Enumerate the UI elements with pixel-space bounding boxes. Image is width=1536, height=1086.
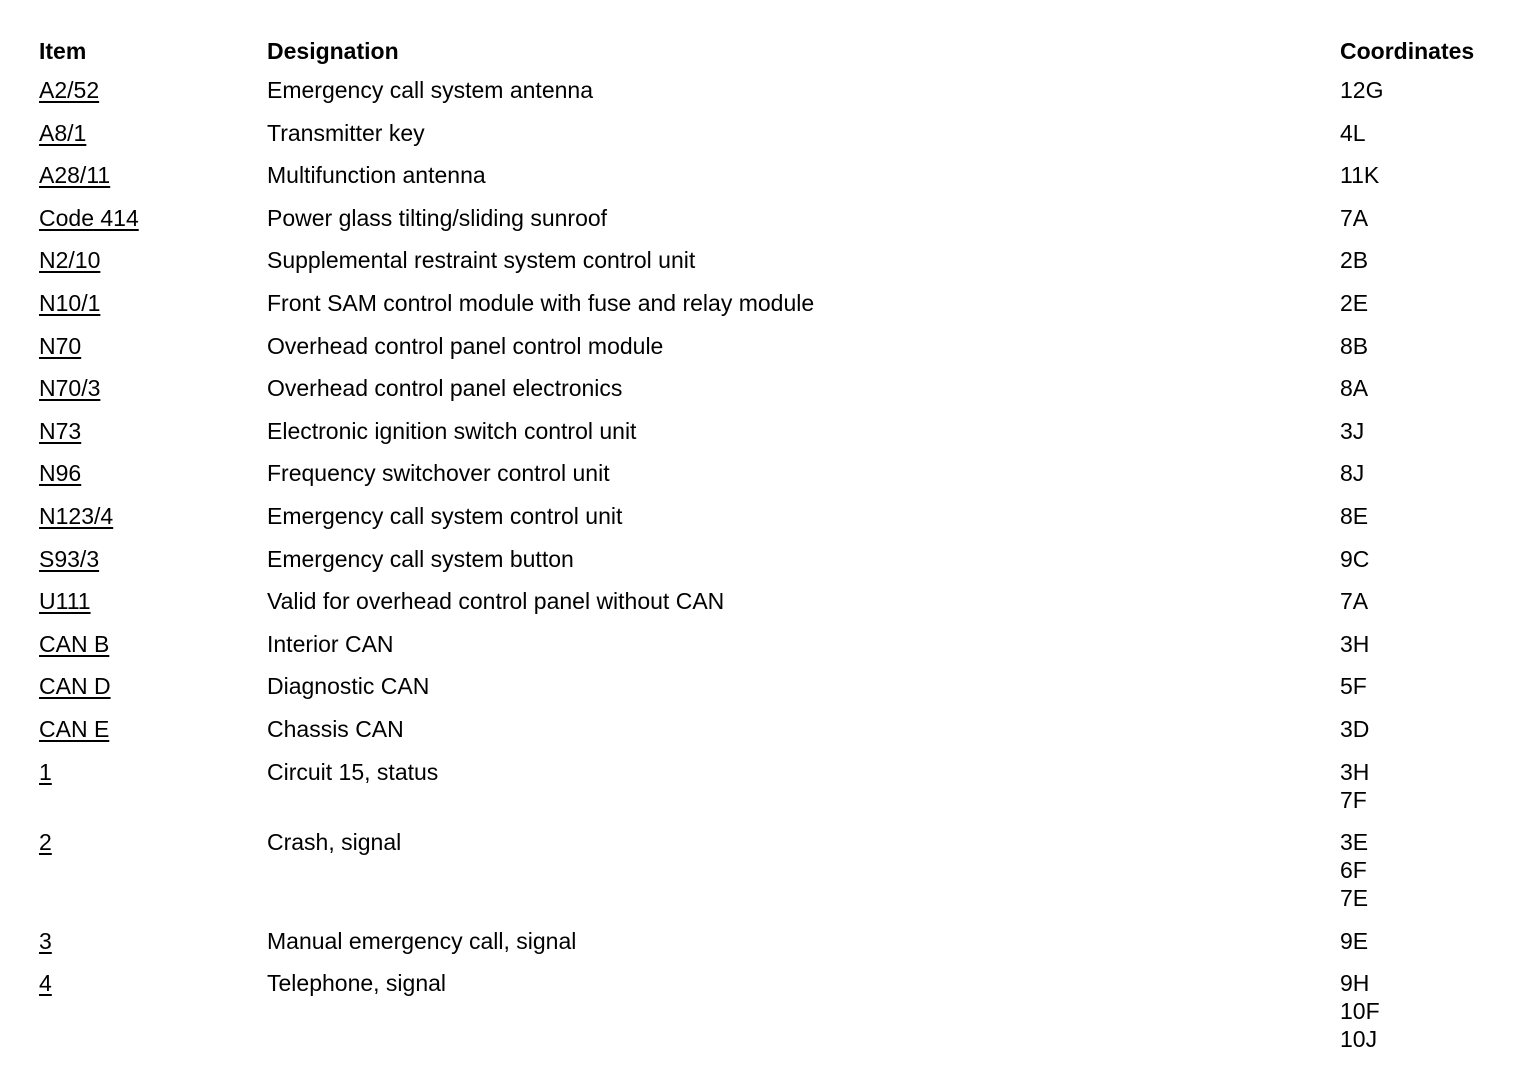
coordinate-value: 9C — [1340, 545, 1370, 572]
coordinates-cell — [1340, 969, 1509, 1053]
coordinate-value: 3H — [1340, 630, 1370, 657]
item-cell — [39, 587, 267, 615]
item-link[interactable]: N73 — [39, 417, 82, 444]
item-link[interactable]: A8/1 — [39, 119, 87, 146]
coordinates-cell — [1340, 715, 1509, 743]
designation-cell: Chassis CAN — [267, 715, 404, 742]
designation-cell: Transmitter key — [267, 119, 425, 146]
coordinate-value: 3H — [1340, 758, 1370, 785]
coordinate-value: 2E — [1340, 289, 1369, 316]
table-row — [39, 587, 1509, 630]
item-cell — [39, 76, 267, 104]
item-link[interactable]: N70 — [39, 332, 82, 359]
legend-table — [39, 34, 1509, 1068]
coordinates-cell — [1340, 672, 1509, 700]
coordinates-cell — [1340, 502, 1509, 530]
header-designation: Designation — [267, 37, 399, 64]
table-row — [39, 417, 1509, 460]
coordinate-value: 8E — [1340, 502, 1369, 529]
designation-cell: Interior CAN — [267, 630, 394, 657]
table-row — [39, 502, 1509, 545]
coordinates-cell — [1340, 758, 1509, 814]
designation-cell: Overhead control panel control module — [267, 332, 664, 359]
item-link[interactable]: 2 — [39, 829, 52, 856]
designation-cell: Emergency call system control unit — [267, 502, 623, 529]
item-cell — [39, 927, 267, 955]
item-cell — [39, 417, 267, 445]
item-link[interactable]: S93/3 — [39, 545, 100, 572]
coordinate-value: 4L — [1340, 119, 1366, 146]
table-row — [39, 374, 1509, 417]
designation-cell: Valid for overhead control panel without CAN — [267, 588, 725, 615]
table-row — [39, 545, 1509, 588]
coordinate-value: 8J — [1340, 460, 1365, 487]
coordinates-cell — [1340, 119, 1509, 147]
designation-cell: Supplemental restraint system control unit — [267, 247, 696, 274]
table-row — [39, 672, 1509, 715]
coordinate-value: 8A — [1340, 375, 1369, 402]
coordinate-value: 8B — [1340, 332, 1369, 359]
coordinates-cell — [1340, 204, 1509, 232]
table-row — [39, 828, 1509, 927]
designation-cell: Power glass tilting/sliding sunroof — [267, 204, 608, 231]
item-cell — [39, 459, 267, 487]
item-link[interactable]: CAN E — [39, 715, 110, 742]
header-coordinates: Coordinates — [1340, 37, 1475, 64]
designation-cell: Crash, signal — [267, 829, 402, 856]
coordinate-value: 10F — [1340, 998, 1380, 1025]
coordinates-cell — [1340, 927, 1509, 955]
coordinates-cell — [1340, 545, 1509, 573]
coordinates-cell — [1340, 332, 1509, 360]
coordinate-value: 7A — [1340, 204, 1369, 231]
item-cell — [39, 502, 267, 530]
designation-cell: Electronic ignition switch control unit — [267, 417, 637, 444]
item-cell — [39, 204, 267, 232]
item-link[interactable]: CAN B — [39, 630, 110, 657]
designation-cell: Emergency call system button — [267, 545, 574, 572]
item-cell — [39, 332, 267, 360]
coordinates-cell — [1340, 587, 1509, 615]
item-link[interactable]: N96 — [39, 460, 82, 487]
coordinate-value: 3J — [1340, 417, 1365, 444]
designation-cell: Manual emergency call, signal — [267, 927, 577, 954]
item-link[interactable]: 3 — [39, 927, 52, 954]
coordinates-cell — [1340, 417, 1509, 445]
table-row — [39, 289, 1509, 332]
item-cell — [39, 161, 267, 189]
item-link[interactable]: Code 414 — [39, 204, 139, 231]
table-row — [39, 969, 1509, 1068]
coordinate-value: 12G — [1340, 77, 1384, 103]
coordinates-cell — [1340, 246, 1509, 274]
header-item: Item — [39, 37, 87, 64]
designation-cell: Frequency switchover control unit — [267, 460, 610, 487]
table-row — [39, 630, 1509, 673]
item-cell — [39, 758, 267, 786]
designation-cell: Diagnostic CAN — [267, 673, 430, 700]
table-row — [39, 246, 1509, 289]
coordinates-cell — [1340, 289, 1509, 317]
designation-cell: Emergency call system antenna — [267, 77, 593, 103]
coordinates-cell — [1340, 161, 1509, 189]
coordinate-value: 10J — [1340, 1026, 1378, 1053]
item-link[interactable]: CAN D — [39, 673, 111, 700]
item-link[interactable]: N70/3 — [39, 375, 101, 402]
table-row — [39, 119, 1509, 162]
designation-cell: Overhead control panel electronics — [267, 375, 623, 402]
coordinate-value: 5F — [1340, 673, 1367, 700]
item-cell — [39, 374, 267, 402]
table-row — [39, 758, 1509, 829]
item-link[interactable]: N2/10 — [39, 247, 101, 274]
table-body — [39, 76, 1509, 1068]
item-cell — [39, 119, 267, 147]
table-row — [39, 927, 1509, 970]
coordinate-value: 7A — [1340, 588, 1369, 615]
item-link[interactable]: A28/11 — [39, 162, 111, 189]
item-cell — [39, 630, 267, 658]
item-link[interactable]: 1 — [39, 758, 52, 785]
item-cell — [39, 969, 267, 997]
item-cell — [39, 672, 267, 700]
coordinates-cell — [1340, 828, 1509, 912]
coordinate-value: 11K — [1340, 162, 1380, 189]
coordinates-cell — [1340, 630, 1509, 658]
coordinate-value: 6F — [1340, 857, 1367, 884]
coordinate-value: 7E — [1340, 885, 1369, 912]
item-cell — [39, 715, 267, 743]
item-link[interactable]: N10/1 — [39, 289, 101, 316]
item-link[interactable]: A2/52 — [39, 77, 100, 103]
coordinates-cell — [1340, 459, 1509, 487]
designation-cell: Front SAM control module with fuse and relay module — [267, 289, 815, 316]
coordinates-cell — [1340, 76, 1509, 104]
table-row — [39, 76, 1509, 119]
item-cell — [39, 828, 267, 856]
coordinates-cell — [1340, 374, 1509, 402]
table-row — [39, 459, 1509, 502]
item-cell — [39, 246, 267, 274]
item-cell — [39, 545, 267, 573]
table-row — [39, 332, 1509, 375]
coordinate-value: 9H — [1340, 970, 1370, 997]
coordinate-value: 7F — [1340, 786, 1367, 813]
coordinate-value: 3D — [1340, 715, 1370, 742]
designation-cell: Circuit 15, status — [267, 758, 439, 785]
item-link[interactable]: 4 — [39, 970, 52, 997]
coordinate-value: 2B — [1340, 247, 1369, 274]
coordinate-value: 9E — [1340, 927, 1369, 954]
table-header — [39, 34, 1509, 68]
table-row — [39, 204, 1509, 247]
item-cell — [39, 289, 267, 317]
designation-cell: Telephone, signal — [267, 970, 447, 997]
item-link[interactable]: U111 — [39, 588, 91, 615]
table-row — [39, 161, 1509, 204]
item-link[interactable]: N123/4 — [39, 502, 114, 529]
table-row — [39, 715, 1509, 758]
coordinate-value: 3E — [1340, 829, 1369, 856]
designation-cell: Multifunction antenna — [267, 162, 486, 189]
